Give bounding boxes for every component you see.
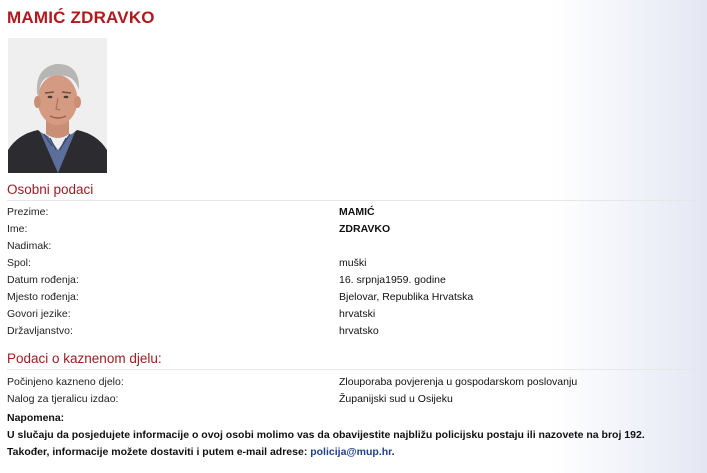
page-title: MAMIĆ ZDRAVKO	[7, 8, 155, 27]
personal-data-section-title: Osobni podaci	[7, 182, 94, 197]
row-value: MAMIĆ	[339, 206, 375, 218]
row-label: Spol:	[7, 257, 31, 269]
person-portrait-image	[8, 38, 107, 173]
email-link[interactable]: policija@mup.hr	[310, 446, 392, 458]
row-value: hrvatsko	[339, 325, 379, 337]
note-line-2	[7, 446, 395, 458]
row-crime-committed	[7, 376, 697, 392]
row-value: ZDRAVKO	[339, 223, 391, 235]
row-warrant-issuer	[7, 393, 697, 409]
row-value: Bjelovar, Republika Hrvatska	[339, 291, 474, 303]
row-value: 16. srpnja1959. godine	[339, 274, 446, 286]
row-label: Govori jezike:	[7, 308, 71, 320]
section-divider	[7, 200, 697, 201]
row-label: Počinjeno kazneno djelo:	[7, 376, 124, 388]
row-label: Državljanstvo:	[7, 325, 73, 337]
section-divider	[7, 369, 697, 370]
row-label: Datum rođenja:	[7, 274, 79, 286]
row-label: Prezime:	[7, 206, 49, 218]
row-sex	[7, 257, 697, 273]
crime-data-section-title: Podaci o kaznenom djelu:	[7, 351, 162, 366]
row-citizenship	[7, 325, 697, 341]
row-label: Mjesto rođenja:	[7, 291, 79, 303]
note-line-1: U slučaju da posjedujete informacije o ovoj osobi molimo vas da obavijestite najbližu policijsku postaju ili nazovete na broj 192.	[7, 429, 645, 441]
row-label: Nadimak:	[7, 240, 52, 252]
row-value: Županijski sud u Osijeku	[339, 393, 453, 405]
row-label: Nalog za tjeralicu izdao:	[7, 393, 119, 405]
row-value: hrvatski	[339, 308, 376, 320]
row-surname	[7, 206, 697, 222]
row-nickname	[7, 240, 697, 256]
row-languages	[7, 308, 697, 324]
row-label: Ime:	[7, 223, 28, 235]
row-birth-place	[7, 291, 697, 307]
row-first-name	[7, 223, 697, 239]
row-birth-date	[7, 274, 697, 290]
row-value: Zlouporaba povjerenja u gospodarskom poslovanju	[339, 376, 578, 388]
note-line-2-text: Također, informacije možete dostaviti i putem e-mail adrese:	[7, 446, 311, 458]
row-value: muški	[339, 257, 367, 269]
person-photo	[8, 38, 107, 173]
note-heading: Napomena:	[7, 412, 65, 424]
note-line-2-end: .	[391, 446, 395, 458]
